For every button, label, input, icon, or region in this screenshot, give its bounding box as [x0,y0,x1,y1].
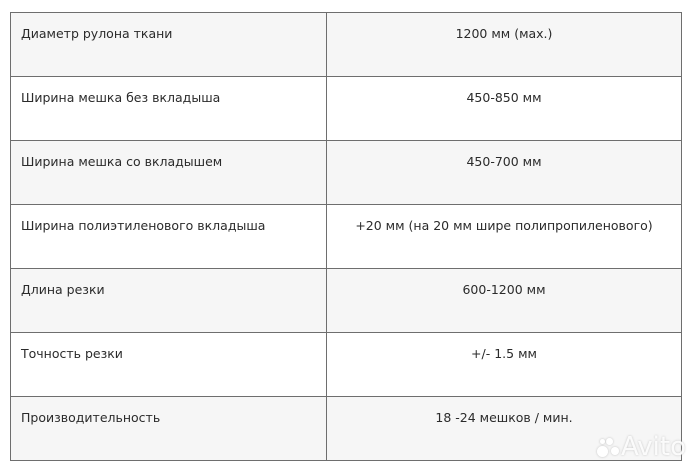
parameter-cell [11,77,327,141]
parameter-value: 450-700 мм [466,154,542,169]
parameter-cell [11,141,327,205]
parameter-cell [11,13,327,77]
value-cell [327,13,682,77]
avito-logo-icon [597,436,619,458]
table-row [11,141,682,205]
parameter-label: Ширина мешка без вкладыша [21,90,221,105]
specifications-table [10,12,682,461]
parameter-value: 18 -24 мешков / мин. [435,410,573,425]
table-row [11,333,682,397]
parameter-label: Точность резки [21,346,123,361]
table-row [11,269,682,333]
table-row [11,205,682,269]
parameter-cell [11,269,327,333]
table-row [11,77,682,141]
parameter-cell [11,205,327,269]
table-row [11,13,682,77]
value-cell [327,333,682,397]
value-cell [327,141,682,205]
value-cell [327,205,682,269]
parameter-cell [11,397,327,461]
parameter-value: +20 мм (на 20 мм шире полипропиленового) [355,218,653,233]
parameter-value: 1200 мм (мах.) [455,26,553,41]
parameter-label: Ширина мешка со вкладышем [21,154,223,169]
value-cell [327,77,682,141]
parameter-label: Диаметр рулона ткани [21,26,173,41]
parameter-label: Длина резки [21,282,105,297]
value-cell [327,269,682,333]
parameter-value: 450-850 мм [466,90,542,105]
watermark-text: Avito [621,432,686,462]
parameter-label: Ширина полиэтиленового вкладыша [21,218,266,233]
parameter-value: +/- 1.5 мм [471,346,537,361]
parameter-value: 600-1200 мм [462,282,546,297]
parameter-cell [11,333,327,397]
parameter-label: Производительность [21,410,161,425]
avito-watermark [597,432,686,462]
table-row [11,397,682,461]
